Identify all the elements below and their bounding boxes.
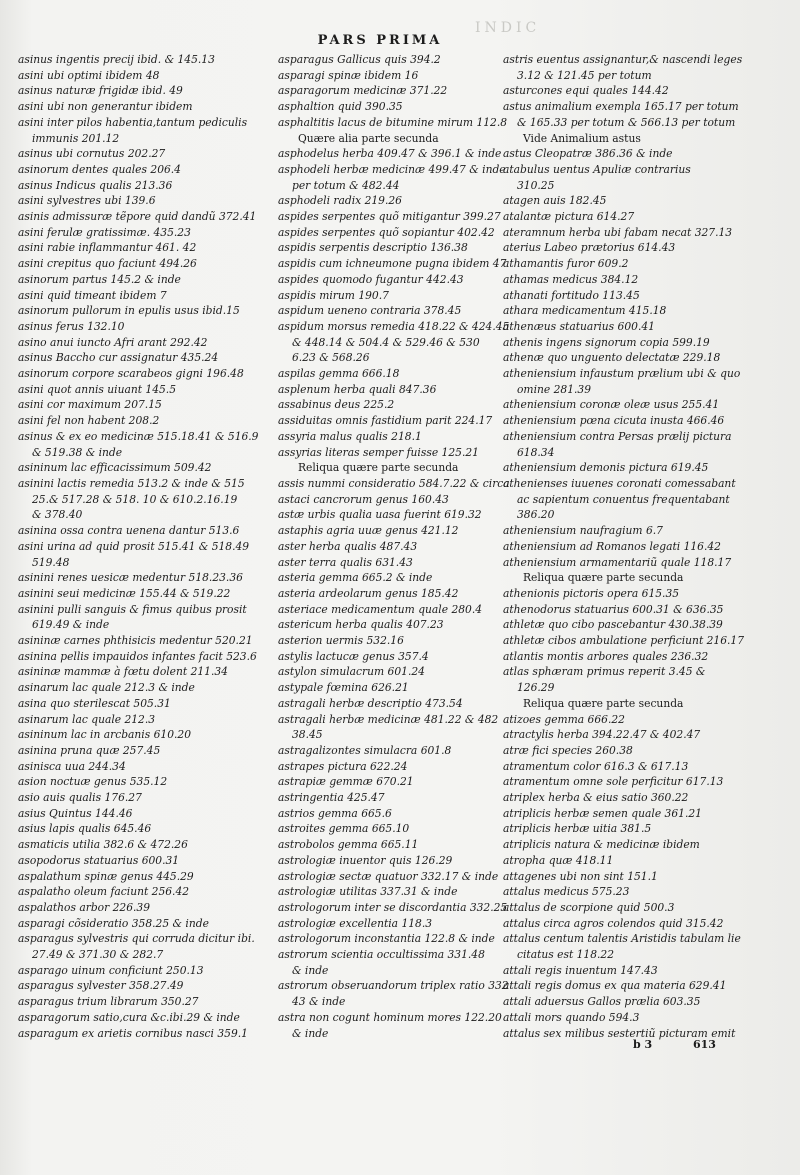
index-entry-continuation: 38.45 bbox=[292, 728, 323, 742]
index-entry: astaphis agria uuæ genus 421.12 bbox=[278, 524, 459, 538]
index-entry: astringentia 425.47 bbox=[278, 791, 385, 805]
index-entry: asinus naturæ frigidæ ibid. 49 bbox=[18, 84, 183, 98]
index-entry: attagenes ubi non sint 151.1 bbox=[503, 869, 658, 883]
index-entry: aspidis cum ichneumone pugna ibidem 47 bbox=[278, 257, 507, 271]
index-entry: asinus ingentis precij ibid. & 145.13 bbox=[18, 53, 215, 66]
index-entry-continuation: & inde bbox=[292, 1026, 329, 1040]
index-entry: asmaticis utilia 382.6 & 472.26 bbox=[18, 838, 188, 852]
index-entry: ateramnum herba ubi fabam necat 327.13 bbox=[503, 225, 733, 239]
index-entry: atræ fici species 260.38 bbox=[503, 743, 633, 757]
index-entry: astylis lactucæ genus 357.4 bbox=[278, 649, 429, 663]
index-entry: athletæ cibos ambulatione perficiunt 216.17 bbox=[503, 634, 745, 648]
index-entry: aspidis mirum 190.7 bbox=[278, 288, 389, 302]
index-entry: astypale fœmina 626.21 bbox=[278, 681, 409, 695]
index-entry-continuation: & inde bbox=[292, 963, 329, 977]
cross-reference-note: Reliqua quære parte secunda bbox=[523, 696, 684, 710]
index-entry: atlas sphæram primus reperit 3.45 & bbox=[503, 665, 706, 679]
index-entry: asini urina ad quid prosit 515.41 & 518.49 bbox=[18, 539, 250, 553]
index-entry: athenis ingens signorum copia 599.19 bbox=[503, 335, 710, 349]
index-entry: astrapes pictura 622.24 bbox=[278, 759, 408, 773]
index-entry: asparagum ex arietis cornibus nasci 359.1 bbox=[18, 1026, 248, 1040]
index-entry: asinorum corpore scarabeos gigni 196.48 bbox=[18, 367, 244, 381]
index-entry: asteria ardeolarum genus 185.42 bbox=[278, 586, 459, 600]
index-entry: asino anui iuncto Afri arant 292.42 bbox=[18, 335, 208, 349]
index-column-3 bbox=[503, 52, 745, 1041]
index-entry: atriplicis herbæ semen quale 361.21 bbox=[503, 806, 702, 820]
index-entry: astroites gemma 665.10 bbox=[278, 822, 410, 836]
index-entry: athletæ quo cibo pascebantur 430.38.39 bbox=[503, 618, 723, 632]
index-entry: atalantæ pictura 614.27 bbox=[503, 210, 635, 224]
index-entry: asinini pulli sanguis & fimus quibus prosit bbox=[18, 602, 247, 616]
index-entry: asphodeli herbæ medicinæ 499.47 & inde bbox=[278, 162, 506, 176]
index-entry: aspidum morsus remedia 418.22 & 424.45 bbox=[278, 319, 510, 333]
index-entry: assis nummi consideratio 584.7.22 & circa bbox=[278, 476, 510, 490]
index-entry: asininum lac in arcbanis 610.20 bbox=[18, 728, 192, 742]
index-entry: athenienses iuuenes coronati comessabant bbox=[503, 476, 736, 490]
index-entry: asinina pellis impauidos infantes facit 523.6 bbox=[18, 649, 257, 663]
index-entry: asini ubi non generantur ibidem bbox=[18, 100, 193, 114]
index-entry: asini fel non habent 208.2 bbox=[18, 414, 160, 428]
index-entry: asphodelus herba 409.47 & 396.1 & inde bbox=[278, 147, 502, 161]
index-entry: assyria malus qualis 218.1 bbox=[278, 429, 422, 443]
index-entry: atractylis herba 394.22.47 & 402.47 bbox=[503, 728, 701, 742]
index-entry: atlantis montis arbores quales 236.32 bbox=[503, 649, 709, 663]
index-entry: atizoes gemma 666.22 bbox=[503, 712, 625, 726]
index-entry: astrologiæ sectæ quatuor 332.17 & inde bbox=[278, 869, 499, 883]
index-entry-continuation: 310.25 bbox=[517, 178, 555, 192]
index-entry: asininum lac efficacissimum 509.42 bbox=[18, 461, 212, 475]
index-entry: asini inter pilos habentia,tantum pediculis bbox=[18, 115, 248, 129]
index-entry: assabinus deus 225.2 bbox=[278, 398, 395, 412]
index-entry-continuation: 619.49 & inde bbox=[32, 618, 110, 632]
index-entry: astrologiæ utilitas 337.31 & inde bbox=[278, 885, 458, 899]
index-entry: asinus ubi cornutus 202.27 bbox=[18, 147, 166, 161]
index-entry: asteriace medicamentum quale 280.4 bbox=[278, 602, 483, 616]
index-entry: aspalathos arbor 226.39 bbox=[18, 900, 151, 914]
index-entry: atagen auis 182.45 bbox=[503, 194, 607, 208]
index-entry: asinini renes uesicæ medentur 518.23.36 bbox=[18, 571, 243, 585]
index-entry: atramentum color 616.3 & 617.13 bbox=[503, 759, 689, 773]
index-entry: atheniensium coronæ oleæ usus 255.41 bbox=[503, 398, 720, 412]
index-entry: aterius Labeo prætorius 614.43 bbox=[503, 241, 676, 255]
index-entry-continuation: ac sapientum conuentus frequentabant bbox=[517, 492, 730, 506]
index-entry: aspalathum spinæ genus 445.29 bbox=[18, 869, 194, 883]
index-entry: asininæ carnes phthisicis medentur 520.21 bbox=[18, 634, 253, 648]
index-entry: asinarum lac quale 212.3 bbox=[18, 712, 156, 726]
index-entry: aspides serpentes quõ mitigantur 399.27 bbox=[278, 210, 501, 224]
index-entry: athenodorus statuarius 600.31 & 636.35 bbox=[503, 602, 724, 616]
index-entry: asinorum partus 145.2 & inde bbox=[18, 272, 181, 286]
index-entry: assyrias literas semper fuisse 125.21 bbox=[278, 445, 479, 459]
index-entry-continuation: 519.48 bbox=[32, 555, 70, 569]
index-entry: asparago uinum conficiunt 250.13 bbox=[18, 963, 204, 977]
index-entry-continuation: 618.34 bbox=[517, 445, 555, 459]
index-entry: astragalizontes simulacra 601.8 bbox=[278, 743, 452, 757]
index-entry: astylon simulacrum 601.24 bbox=[278, 665, 425, 679]
index-entry: athenæus statuarius 600.41 bbox=[503, 319, 655, 333]
index-entry-continuation: 43 & inde bbox=[292, 995, 346, 1009]
index-entry: astragali herbæ descriptio 473.54 bbox=[278, 696, 463, 710]
index-entry: astrologorum inter se discordantia 332.25 bbox=[278, 900, 508, 914]
index-entry: atheniensium naufragium 6.7 bbox=[503, 524, 663, 538]
index-entry: aspidis serpentis descriptio 136.38 bbox=[278, 241, 468, 255]
index-entry: asplenum herba quali 847.36 bbox=[278, 382, 437, 396]
index-entry: asini ubi optimi ibidem 48 bbox=[18, 68, 160, 82]
index-entry: astericum herba qualis 407.23 bbox=[278, 618, 444, 632]
index-entry-continuation: & 165.33 per totum & 566.13 per totum bbox=[517, 115, 736, 129]
index-entry-continuation: & 448.14 & 504.4 & 529.46 & 530 bbox=[292, 335, 480, 349]
cross-reference-note: Vide Animalium astus bbox=[523, 131, 641, 145]
index-entry: atheniensium demonis pictura 619.45 bbox=[503, 461, 709, 475]
index-entry: asina quo sterilescat 505.31 bbox=[18, 696, 171, 710]
index-entry: atheniensium ad Romanos legati 116.42 bbox=[503, 539, 721, 553]
index-entry: aspides serpentes quõ sopiantur 402.42 bbox=[278, 225, 495, 239]
index-entry: astra non cogunt hominum mores 122.20 bbox=[278, 1010, 502, 1024]
index-entry: attalus medicus 575.23 bbox=[503, 885, 630, 899]
index-entry: attali aduersus Gallos prælia 603.35 bbox=[503, 995, 701, 1009]
index-entry: astrorum obseruandorum triplex ratio 332 bbox=[278, 979, 509, 993]
index-entry: athamas medicus 384.12 bbox=[503, 272, 639, 286]
index-entry: astæ urbis qualia uasa fuerint 619.32 bbox=[278, 508, 482, 522]
index-entry: asphaltitis lacus de bitumine mirum 112.8 bbox=[278, 115, 508, 129]
index-entry: aspalatho oleum faciunt 256.42 bbox=[18, 885, 190, 899]
index-entry-continuation: & 519.38 & inde bbox=[32, 445, 123, 459]
index-entry-continuation: 27.49 & 371.30 & 282.7 bbox=[32, 948, 164, 962]
index-entry-continuation: per totum & 482.44 bbox=[292, 178, 400, 192]
index-entry: athenæ quo unguento delectatæ 229.18 bbox=[503, 351, 721, 365]
index-entry: asius lapis qualis 645.46 bbox=[18, 822, 152, 836]
cross-reference-note: Reliqua quære parte secunda bbox=[298, 461, 459, 475]
page-number: 613 bbox=[693, 1038, 716, 1051]
index-entry: asturcones equi quales 144.42 bbox=[503, 84, 669, 98]
index-entry: astrologiæ inuentor quis 126.29 bbox=[278, 853, 453, 867]
index-entry: atriplex herba & eius satio 360.22 bbox=[503, 791, 689, 805]
index-entry: atramentum omne sole perficitur 617.13 bbox=[503, 775, 724, 789]
index-entry: asinina ossa contra uenena dantur 513.6 bbox=[18, 524, 240, 538]
index-entry: atropha quæ 418.11 bbox=[503, 853, 614, 867]
index-entry: athamantis furor 609.2 bbox=[503, 257, 629, 271]
index-entry: asinis admissuræ tẽpore quid dandũ 372.41 bbox=[18, 210, 257, 224]
index-entry: asparagus sylvestris qui corruda dicitur ibi. bbox=[18, 932, 255, 946]
index-entry: atheniensium infaustum prælium ubi & quo bbox=[503, 367, 741, 381]
running-header: PARS PRIMA bbox=[317, 33, 443, 48]
index-entry: attalus circa agros colendos quid 315.42 bbox=[503, 916, 724, 930]
index-entry-continuation: & 378.40 bbox=[32, 508, 83, 522]
index-entry: attali regis domus ex qua materia 629.41 bbox=[503, 979, 727, 993]
index-entry: asini crepitus quo faciunt 494.26 bbox=[18, 257, 197, 271]
index-entry: astrologorum inconstantia 122.8 & inde bbox=[278, 932, 495, 946]
index-entry: asini rabie inflammantur 461. 42 bbox=[18, 241, 197, 255]
index-entry-continuation: 6.23 & 568.26 bbox=[292, 351, 370, 365]
index-entry: astaci cancrorum genus 160.43 bbox=[278, 492, 449, 506]
index-entry: attali mors quando 594.3 bbox=[503, 1010, 640, 1024]
index-entry: asparagus sylvester 358.27.49 bbox=[18, 979, 184, 993]
index-entry: asinus Indicus qualis 213.36 bbox=[18, 178, 173, 192]
index-entry: asinorum dentes quales 206.4 bbox=[18, 162, 181, 176]
index-entry: asinisca uua 244.34 bbox=[18, 759, 126, 773]
index-entry: asphaltion quid 390.35 bbox=[278, 100, 403, 114]
index-entry: athara medicamentum 415.18 bbox=[503, 304, 667, 318]
index-entry: athenionis pictoris opera 615.35 bbox=[503, 586, 680, 600]
index-entry: attalus centum talentis Aristidis tabulam lie bbox=[503, 932, 741, 946]
index-entry: asio auis qualis 176.27 bbox=[18, 791, 142, 805]
index-entry: asterion uermis 532.16 bbox=[278, 634, 404, 648]
index-entry: aspilas gemma 666.18 bbox=[278, 367, 400, 381]
index-entry: aster terra qualis 631.43 bbox=[278, 555, 413, 569]
index-entry: asinorum pullorum in epulis usus ibid.15 bbox=[18, 304, 240, 318]
index-entry: asininæ mammæ à fœtu dolent 211.34 bbox=[18, 665, 228, 679]
index-entry: asparagorum satio,cura &c.ibi.29 & inde bbox=[18, 1010, 240, 1024]
index-entry-continuation: 386.20 bbox=[517, 508, 555, 522]
index-entry: asinus & ex eo medicinæ 515.18.41 & 516.9 bbox=[18, 429, 259, 443]
index-entry: atheniensium contra Persas prælij pictura bbox=[503, 429, 732, 443]
index-entry: asparagus Gallicus quis 394.2 bbox=[278, 53, 441, 66]
index-column-2 bbox=[278, 52, 510, 1041]
index-entry: atheniensium armamentariũ quale 118.17 bbox=[503, 555, 732, 569]
index-entry: aspidum ueneno contraria 378.45 bbox=[278, 304, 462, 318]
index-entry: asini sylvestres ubi 139.6 bbox=[18, 194, 156, 208]
index-entry: asinini lactis remedia 513.2 & inde & 515 bbox=[18, 476, 245, 490]
index-entry: asius Quintus 144.46 bbox=[18, 806, 133, 820]
index-entry: asinina pruna quæ 257.45 bbox=[18, 743, 161, 757]
index-entry: asinarum lac quale 212.3 & inde bbox=[18, 681, 195, 695]
index-entry: asphodeli radix 219.26 bbox=[278, 194, 402, 208]
index-entry: atheniensium pœna cicuta inusta 466.46 bbox=[503, 414, 725, 428]
index-entry: athanati fortitudo 113.45 bbox=[503, 288, 640, 302]
index-entry: asini ferulæ gratissimæ. 435.23 bbox=[18, 225, 191, 239]
index-entry-continuation: 3.12 & 121.45 per totum bbox=[517, 68, 652, 82]
index-entry-continuation: omine 281.39 bbox=[517, 382, 591, 396]
index-entry: asopodorus statuarius 600.31 bbox=[18, 853, 180, 867]
index-entry: asini cor maximum 207.15 bbox=[18, 398, 162, 412]
index-entry: astus animalium exempla 165.17 per totum bbox=[503, 100, 739, 114]
index-entry: atabulus uentus Apuliæ contrarius bbox=[503, 162, 691, 176]
index-entry: astragali herbæ medicinæ 481.22 & 482 bbox=[278, 712, 499, 726]
index-entry: aspides quomodo fugantur 442.43 bbox=[278, 272, 464, 286]
index-entry: asparagi cõsideratio 358.25 & inde bbox=[18, 916, 209, 930]
index-entry: astrologiæ excellentia 118.3 bbox=[278, 916, 433, 930]
index-entry: astris euentus assignantur,& nascendi leges bbox=[503, 53, 743, 66]
index-entry: attalus sex milibus sestertiũ picturam emit bbox=[503, 1026, 736, 1040]
index-entry: astrorum scientia occultissima 331.48 bbox=[278, 948, 485, 962]
index-entry: astrapiæ gemmæ 670.21 bbox=[278, 775, 414, 789]
bleed-through-text: INDIC bbox=[475, 20, 541, 36]
cross-reference-note: Quære alia parte secunda bbox=[298, 131, 439, 145]
index-entry: asinus Baccho cur assignatur 435.24 bbox=[18, 351, 219, 365]
index-entry-continuation: 126.29 bbox=[517, 681, 555, 695]
index-entry: astrios gemma 665.6 bbox=[278, 806, 392, 820]
index-entry: attali regis inuentum 147.43 bbox=[503, 963, 658, 977]
index-entry: astrobolos gemma 665.11 bbox=[278, 838, 419, 852]
index-entry: atriplicis herbæ uitia 381.5 bbox=[503, 822, 652, 836]
index-entry-continuation: 25.& 517.28 & 518. 10 & 610.2.16.19 bbox=[32, 492, 238, 506]
signature-mark: b 3 bbox=[633, 1038, 653, 1051]
index-entry: astus Cleopatræ 386.36 & inde bbox=[503, 147, 673, 161]
index-entry: asparagi spinæ ibidem 16 bbox=[278, 68, 419, 82]
index-entry: attalus de scorpione quid 500.3 bbox=[503, 900, 675, 914]
cross-reference-note: Reliqua quære parte secunda bbox=[523, 571, 684, 585]
index-entry: atriplicis natura & medicinæ ibidem bbox=[503, 838, 700, 852]
index-entry: asinini seui medicinæ 155.44 & 519.22 bbox=[18, 586, 231, 600]
index-entry: asparagorum medicinæ 371.22 bbox=[278, 84, 448, 98]
index-entry-continuation: citatus est 118.22 bbox=[517, 948, 615, 962]
index-entry: asini quot annis uiuant 145.5 bbox=[18, 382, 176, 396]
index-entry: aster herba qualis 487.43 bbox=[278, 539, 418, 553]
index-entry: asion noctuæ genus 535.12 bbox=[18, 775, 168, 789]
index-column-1 bbox=[18, 52, 268, 1041]
index-entry: asinus ferus 132.10 bbox=[18, 319, 125, 333]
index-entry: asteria gemma 665.2 & inde bbox=[278, 571, 433, 585]
index-entry: asparagus trium librarum 350.27 bbox=[18, 995, 199, 1009]
index-entry: assiduitas omnis fastidium parit 224.17 bbox=[278, 414, 493, 428]
index-entry: asini quid timeant ibidem 7 bbox=[18, 288, 167, 302]
index-entry-continuation: immunis 201.12 bbox=[32, 131, 120, 145]
